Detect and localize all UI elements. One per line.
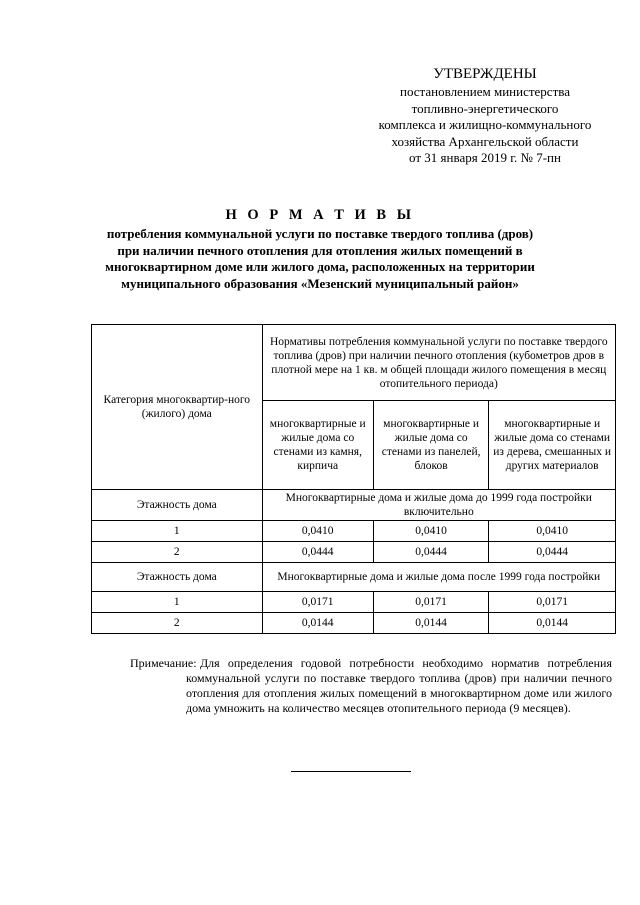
approval-line: постановлением министерства	[399, 84, 570, 99]
separator-line	[291, 771, 411, 772]
floors-cell: 1	[92, 592, 263, 613]
approval-line: комплекса и жилищно-коммунального	[378, 117, 592, 132]
floors-cell: 1	[92, 521, 263, 542]
table-header-row	[92, 325, 616, 401]
value-cell: 0,0171	[373, 592, 488, 613]
value-cell: 0,0410	[262, 521, 373, 542]
wall-type-header: многоквартирные и жилые дома со стенами из камня, кирпича	[262, 401, 373, 490]
approval-date-line: от 31 января 2019 г. № 7-пн	[409, 150, 561, 165]
title-heading: Н О Р М А Т И В Ы	[225, 207, 415, 223]
value-cell: 0,0444	[262, 542, 373, 563]
approval-block	[340, 64, 630, 167]
note-block	[130, 656, 612, 716]
approval-heading: УТВЕРЖДЕНЫ	[433, 66, 537, 82]
section-title: Многоквартирные дома и жилые дома после 1999 года постройки	[262, 563, 615, 592]
value-cell: 0,0171	[262, 592, 373, 613]
floors-label: Этажность дома	[92, 563, 263, 592]
title-line: многоквартирном доме или жилого дома, расположенных на территории	[105, 259, 535, 274]
wall-type-header: многоквартирные и жилые дома со стенами из дерева, смешанных и других материалов	[489, 401, 616, 490]
floors-cell: 2	[92, 613, 263, 634]
table-row	[92, 592, 616, 613]
title-line: потребления коммунальной услуги по поставке твердого топлива (дров)	[106, 226, 534, 241]
approval-line: топливно-энергетического	[411, 100, 559, 116]
norms-header: Нормативы потребления коммунальной услуги по поставке твердого топлива (дров) при наличии печного отопления (кубометров дров в плотной мере на 1 кв. м общей площади жилого помещения в месяц отопительного периода)	[262, 325, 615, 401]
value-cell: 0,0444	[373, 542, 488, 563]
value-cell: 0,0144	[373, 613, 488, 634]
value-cell: 0,0410	[373, 521, 488, 542]
norms-table	[91, 324, 616, 634]
approval-line: хозяйства Архангельской области	[391, 133, 579, 149]
table-row	[92, 613, 616, 634]
table-row	[92, 521, 616, 542]
table-row	[92, 542, 616, 563]
value-cell: 0,0144	[262, 613, 373, 634]
value-cell: 0,0410	[489, 521, 616, 542]
document-title	[80, 204, 560, 292]
floors-label: Этажность дома	[92, 490, 263, 521]
title-line: муниципального образования «Мезенский муниципальный район»	[121, 275, 519, 291]
wall-type-header: многоквартирные и жилые дома со стенами из панелей, блоков	[373, 401, 488, 490]
value-cell: 0,0171	[489, 592, 616, 613]
floors-cell: 2	[92, 542, 263, 563]
note-label: Примечание:	[130, 656, 197, 670]
section-title: Многоквартирные дома и жилые дома до 1999 года постройки включительно	[262, 490, 615, 521]
title-line: при наличии печного отопления для отопления жилых помещений в	[117, 242, 523, 258]
section-row	[92, 563, 616, 592]
category-header: Категория многоквартир-ного (жилого) дома	[92, 325, 263, 490]
note-text: Для определения годовой потребности необходимо норматив потребления коммунальной услуги по поставке твердого топлива (дров) при наличии печного отопления для отопления жилых помещений в многоквартирном доме или жилого дома умножить на количество месяцев отопительного периода (9 месяцев).	[186, 656, 612, 715]
section-row	[92, 490, 616, 521]
value-cell: 0,0144	[489, 613, 616, 634]
value-cell: 0,0444	[489, 542, 616, 563]
